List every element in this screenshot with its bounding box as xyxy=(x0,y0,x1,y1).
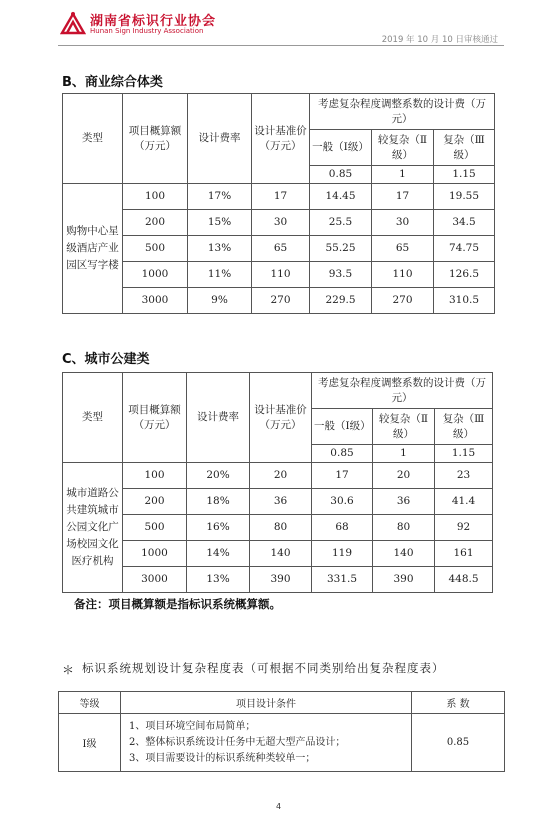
category-cell: 购物中心星级酒店产业园区写字楼 xyxy=(63,184,123,314)
section-b-title: B、商业综合体类 xyxy=(62,75,163,90)
cell-rate: 16% xyxy=(187,515,250,541)
cell-level-1: 68 xyxy=(312,515,373,541)
header-adjusted-fee: 考虑复杂程度调整系数的设计费（万元） xyxy=(312,373,493,409)
cell-level-3: 74.75 xyxy=(434,236,495,262)
cell-rate: 15% xyxy=(188,210,252,236)
cell-level-1: 229.5 xyxy=(310,288,372,314)
cell-rate: 17% xyxy=(188,184,252,210)
cell-estimate: 500 xyxy=(123,236,188,262)
cell-rate: 13% xyxy=(187,567,250,593)
header-type: 类型 xyxy=(63,94,123,184)
cell-base: 30 xyxy=(252,210,310,236)
header-adjusted-fee: 考虑复杂程度调整系数的设计费（万元） xyxy=(310,94,495,130)
cell-estimate: 3000 xyxy=(123,288,188,314)
cell-estimate: 100 xyxy=(123,463,187,489)
cell-level-3: 19.55 xyxy=(434,184,495,210)
page-number: 4 xyxy=(276,802,282,811)
cell-base: 390 xyxy=(250,567,312,593)
header-level-1: 一般（Ⅰ级） xyxy=(310,130,372,166)
table-row xyxy=(63,210,495,236)
complexity-table xyxy=(58,691,505,772)
cell-rate: 11% xyxy=(188,262,252,288)
header-conditions: 项目设计条件 xyxy=(121,692,412,714)
header-level-3: 复杂（Ⅲ级） xyxy=(434,130,495,166)
cell-level-3: 161 xyxy=(435,541,493,567)
table-row xyxy=(59,714,505,772)
cell-level-2: 30 xyxy=(372,210,434,236)
cell-level-1: 331.5 xyxy=(312,567,373,593)
table-row xyxy=(63,515,493,541)
table-row xyxy=(63,184,495,210)
header-rate: 设计费率 xyxy=(187,373,250,463)
complexity-table-title: 标识系统规划设计复杂程度表（可根据不同类别给出复杂程度表） xyxy=(82,661,445,675)
table-row xyxy=(63,489,493,515)
cell-grade: Ⅰ级 xyxy=(59,714,121,772)
coef-level-2: 1 xyxy=(373,445,435,463)
cell-estimate: 3000 xyxy=(123,567,187,593)
cell-base: 270 xyxy=(252,288,310,314)
cell-level-2: 65 xyxy=(372,236,434,262)
cell-level-1: 55.25 xyxy=(310,236,372,262)
approval-date: 2019 年 10 月 10 日审核通过 xyxy=(381,35,498,45)
table-row xyxy=(63,463,493,489)
coef-level-3: 1.15 xyxy=(435,445,493,463)
cell-rate: 20% xyxy=(187,463,250,489)
header-base: 设计基准价（万元） xyxy=(250,373,312,463)
page-header xyxy=(0,0,556,46)
header-coefficient: 系 数 xyxy=(412,692,505,714)
header-grade: 等级 xyxy=(59,692,121,714)
cell-level-3: 92 xyxy=(435,515,493,541)
section-b-table xyxy=(62,93,495,314)
cell-estimate: 500 xyxy=(123,515,187,541)
org-name-en: Hunan Sign Industry Association xyxy=(90,27,204,35)
header-level-1: 一般（Ⅰ级） xyxy=(312,409,373,445)
cell-estimate: 200 xyxy=(123,210,188,236)
cell-estimate: 100 xyxy=(123,184,188,210)
cell-level-3: 34.5 xyxy=(434,210,495,236)
header-level-2: 较复杂（Ⅱ级） xyxy=(373,409,435,445)
footnote: 备注：项目概算额是指标识系统概算额。 xyxy=(74,597,281,611)
bullet-star-icon: ＊ xyxy=(62,663,75,677)
cell-level-3: 448.5 xyxy=(435,567,493,593)
cell-estimate: 1000 xyxy=(123,541,187,567)
org-name-cn: 湖南省标识行业协会 xyxy=(90,14,217,29)
header-rate: 设计费率 xyxy=(188,94,252,184)
cell-level-3: 23 xyxy=(435,463,493,489)
cell-level-1: 93.5 xyxy=(310,262,372,288)
cell-coefficient: 0.85 xyxy=(412,714,505,772)
cell-level-2: 110 xyxy=(372,262,434,288)
cell-base: 17 xyxy=(252,184,310,210)
cell-base: 36 xyxy=(250,489,312,515)
table-row xyxy=(63,288,495,314)
cell-base: 110 xyxy=(252,262,310,288)
header-divider xyxy=(58,45,504,46)
table-row xyxy=(63,236,495,262)
cell-level-1: 14.45 xyxy=(310,184,372,210)
coef-level-2: 1 xyxy=(372,166,434,184)
cell-level-1: 119 xyxy=(312,541,373,567)
header-level-3: 复杂（Ⅲ级） xyxy=(435,409,493,445)
cell-base: 80 xyxy=(250,515,312,541)
cell-level-2: 80 xyxy=(373,515,435,541)
cell-level-2: 36 xyxy=(373,489,435,515)
table-row xyxy=(63,541,493,567)
cell-level-3: 126.5 xyxy=(434,262,495,288)
cell-rate: 13% xyxy=(188,236,252,262)
section-c-table xyxy=(62,372,493,593)
cell-level-2: 17 xyxy=(372,184,434,210)
cell-estimate: 200 xyxy=(123,489,187,515)
cell-estimate: 1000 xyxy=(123,262,188,288)
cell-rate: 14% xyxy=(187,541,250,567)
cell-level-2: 140 xyxy=(373,541,435,567)
cell-level-1: 25.5 xyxy=(310,210,372,236)
cell-level-3: 41.4 xyxy=(435,489,493,515)
header-estimate: 项目概算额（万元） xyxy=(123,94,188,184)
association-logo-icon xyxy=(60,11,86,35)
cell-rate: 9% xyxy=(188,288,252,314)
condition-item: 1、项目环境空间布局简单； xyxy=(129,720,256,732)
header-base: 设计基准价（万元） xyxy=(252,94,310,184)
cell-level-2: 390 xyxy=(373,567,435,593)
cell-base: 140 xyxy=(250,541,312,567)
cell-conditions xyxy=(121,714,412,772)
condition-item: 3、项目需要设计的标识系统种类较单一； xyxy=(129,752,316,764)
coef-level-1: 0.85 xyxy=(310,166,372,184)
table-row xyxy=(63,567,493,593)
cell-level-1: 17 xyxy=(312,463,373,489)
cell-base: 20 xyxy=(250,463,312,489)
header-estimate: 项目概算额（万元） xyxy=(123,373,187,463)
cell-level-2: 270 xyxy=(372,288,434,314)
table-row xyxy=(63,262,495,288)
cell-level-2: 20 xyxy=(373,463,435,489)
cell-level-3: 310.5 xyxy=(434,288,495,314)
header-type: 类型 xyxy=(63,373,123,463)
category-cell: 城市道路公共建筑城市公园文化广场校园文化医疗机构 xyxy=(63,463,123,593)
section-c-title: C、城市公建类 xyxy=(62,352,150,367)
coef-level-1: 0.85 xyxy=(312,445,373,463)
cell-level-1: 30.6 xyxy=(312,489,373,515)
header-level-2: 较复杂（Ⅱ级） xyxy=(372,130,434,166)
cell-base: 65 xyxy=(252,236,310,262)
cell-rate: 18% xyxy=(187,489,250,515)
coef-level-3: 1.15 xyxy=(434,166,495,184)
condition-item: 2、整体标识系统设计任务中无超大型产品设计； xyxy=(129,736,346,748)
